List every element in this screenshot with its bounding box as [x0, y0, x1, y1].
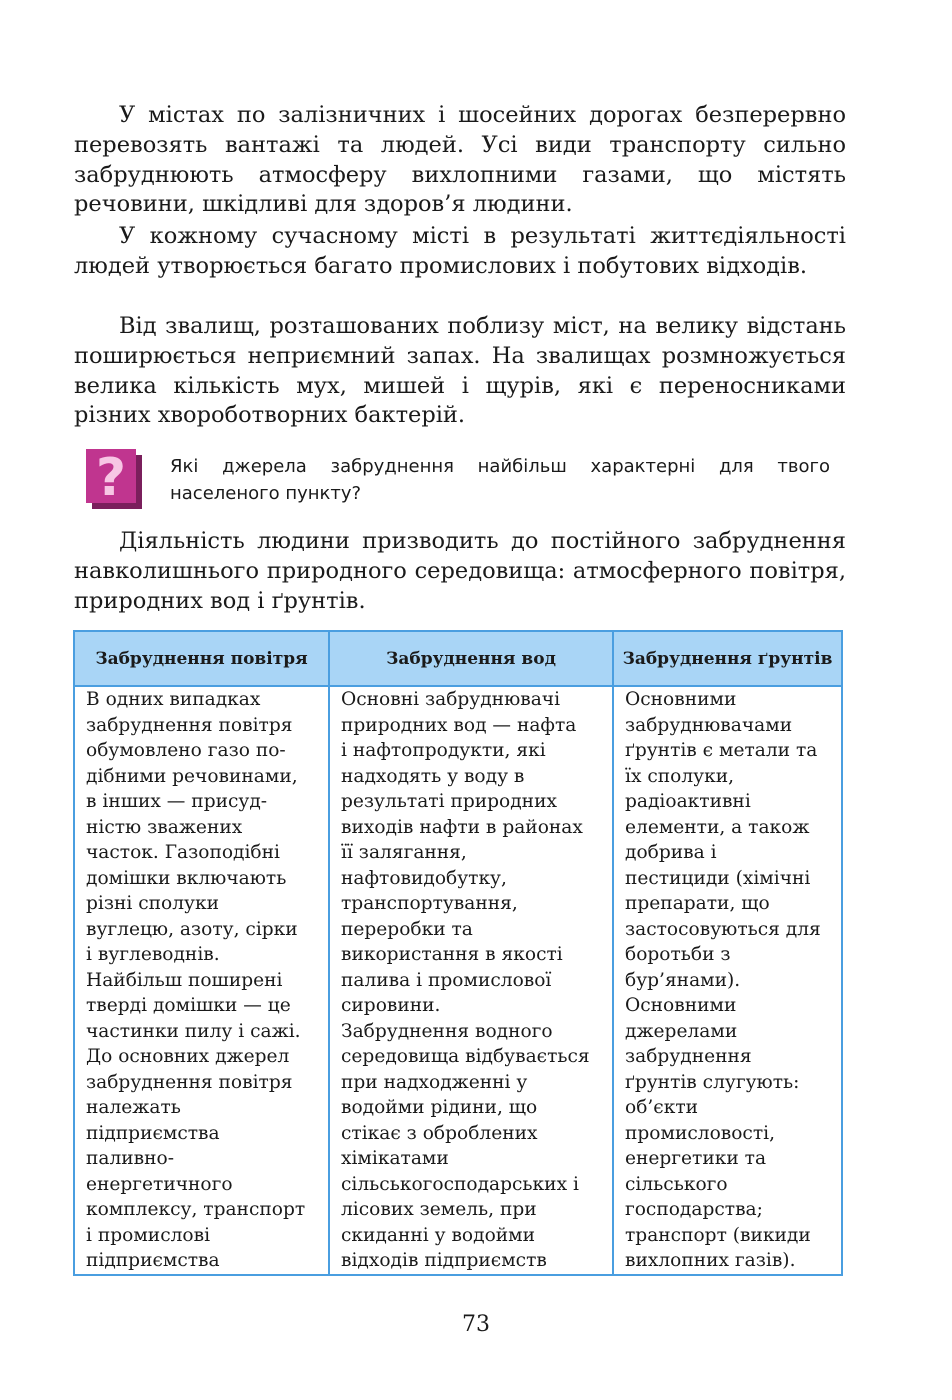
cell-line: ністю зважених — [86, 816, 243, 838]
cell-line: підприємства — [86, 1250, 220, 1271]
cell-line: надходять у воду в — [341, 765, 525, 787]
cell-line: забруднювачами — [625, 714, 793, 736]
table-header-row — [74, 631, 842, 686]
cell-line: енергетичного — [86, 1173, 233, 1195]
cell-line: Найбільш поширені — [86, 969, 283, 991]
paragraph-intro: Діяльність людини призводить до постійного забруднення навколишнього природного середовища: атмосферного повітря, природних вод і ґрунтів. — [74, 528, 846, 614]
cell-line: забруднення — [625, 1046, 752, 1067]
cell-line: застосовуються для — [625, 918, 821, 940]
cell-line: домішки включають — [86, 867, 287, 889]
cell-line: природних вод — нафта — [341, 714, 577, 736]
cell-line: в інших — присуд- — [86, 791, 268, 812]
page-number: 73 — [462, 1312, 490, 1337]
paragraph-transport: У містах по залізничних і шосейних дорогах безперервно перевозять вантажі та людей. Усі види транспорту сильно забруднюють атмосферу вихлопними газами, що містять речовини, шкідливі для здоров’я людини. — [74, 102, 846, 218]
cell-line: стікає з оброблених — [341, 1122, 538, 1144]
cell-line: радіоактивні — [625, 791, 751, 812]
cell-line: сільськогосподарських і — [341, 1173, 579, 1195]
cell-line: вихлопних газів). — [625, 1250, 796, 1271]
cell-line: ґрунтів слугують: — [625, 1071, 800, 1093]
cell-line: дібними речовинами, — [86, 765, 298, 787]
cell-line: об’єкти — [625, 1097, 699, 1118]
cell-line: паливно- — [86, 1148, 175, 1169]
cell-line: підприємства — [86, 1122, 220, 1144]
cell-line: тверді домішки — це — [86, 995, 291, 1016]
cell-line: Забруднення водного — [341, 1020, 553, 1042]
cell-line: лісових земель, при — [341, 1199, 537, 1220]
cell-line: комплексу, транспорт — [86, 1199, 306, 1220]
cell-line: її залягання, — [341, 842, 467, 863]
cell-line: ґрунтів є метали та — [625, 740, 818, 761]
question-text: Які джерела забруднення найбільш характерні для твого населеного пункту? — [170, 456, 830, 504]
cell-water — [329, 686, 613, 1275]
cell-line: сировини. — [341, 995, 441, 1016]
cell-line: хімікатами — [341, 1148, 449, 1169]
question-mark-icon — [86, 449, 142, 509]
svg-text:?: ? — [95, 449, 127, 508]
cell-line: забруднення повітря — [86, 714, 293, 736]
table-row — [74, 686, 842, 1275]
cell-line: обумовлено газо по- — [86, 740, 286, 761]
cell-line: боротьби з — [625, 944, 731, 965]
cell-line: елементи, а також — [625, 816, 810, 838]
header-air: Забруднення повітря — [74, 631, 329, 686]
cell-line: сільського — [625, 1173, 728, 1195]
question-block — [86, 446, 846, 516]
cell-line: джерелами — [625, 1020, 738, 1042]
cell-line: результаті природних — [341, 791, 557, 812]
cell-line: їх сполуки, — [625, 765, 735, 787]
paragraph-waste: У кожному сучасному місті в результаті життєдіяльності людей утворюється багато промислових і побутових відходів. — [74, 223, 846, 279]
cell-line: нафтовидобутку, — [341, 867, 507, 889]
cell-line: бур’янами). — [625, 969, 741, 991]
cell-line: Основними — [625, 995, 737, 1016]
cell-line: вуглецю, азоту, сірки — [86, 918, 298, 940]
cell-line: енергетики та — [625, 1148, 767, 1169]
cell-line: добрива і — [625, 842, 717, 863]
cell-line: Основними — [625, 689, 737, 710]
cell-soil — [613, 686, 842, 1275]
cell-line: належать — [86, 1097, 181, 1118]
cell-line: і промислові — [86, 1224, 211, 1246]
cell-line: препарати, що — [625, 893, 770, 914]
cell-line: при надходженні у — [341, 1071, 528, 1093]
cell-line: транспорт (викиди — [625, 1224, 811, 1246]
cell-line: В одних випадках — [86, 689, 261, 710]
cell-line: частинки пилу і сажі. — [86, 1020, 301, 1042]
cell-line: відходів підприємств — [341, 1250, 547, 1271]
header-water: Забруднення вод — [329, 631, 613, 686]
cell-line: середовища відбувається — [341, 1046, 590, 1067]
paragraph-landfills: Від звалищ, розташованих поблизу міст, на велику відстань поширюється неприємний запах. На звалищах розмножується велика кількість мух, мишей і щурів, які є переносниками різних хвороботворних бактерій. — [74, 313, 846, 429]
cell-line: палива і промислової — [341, 969, 552, 991]
cell-line: скиданні у водойми — [341, 1224, 536, 1246]
header-soil: Забруднення ґрунтів — [613, 631, 842, 686]
cell-line: і нафтопродукти, які — [341, 740, 546, 761]
cell-line: часток. Газоподібні — [86, 842, 280, 863]
cell-line: промисловості, — [625, 1122, 775, 1144]
cell-line: транспортування, — [341, 893, 518, 914]
cell-line: пестициди (хімічні — [625, 867, 811, 889]
cell-line: забруднення повітря — [86, 1071, 293, 1093]
cell-line: використання в якості — [341, 944, 563, 965]
cell-line: різні сполуки — [86, 893, 220, 914]
cell-line: Основні забруднювачі — [341, 689, 561, 710]
pollution-table — [73, 630, 843, 1276]
cell-line: господарства; — [625, 1199, 763, 1220]
cell-line: водойми рідини, що — [341, 1097, 538, 1118]
cell-line: виходів нафти в районах — [341, 816, 583, 838]
cell-line: До основних джерел — [86, 1046, 290, 1067]
cell-line: переробки та — [341, 918, 473, 940]
cell-line: і вуглеводнів. — [86, 944, 220, 965]
cell-air — [74, 686, 329, 1275]
